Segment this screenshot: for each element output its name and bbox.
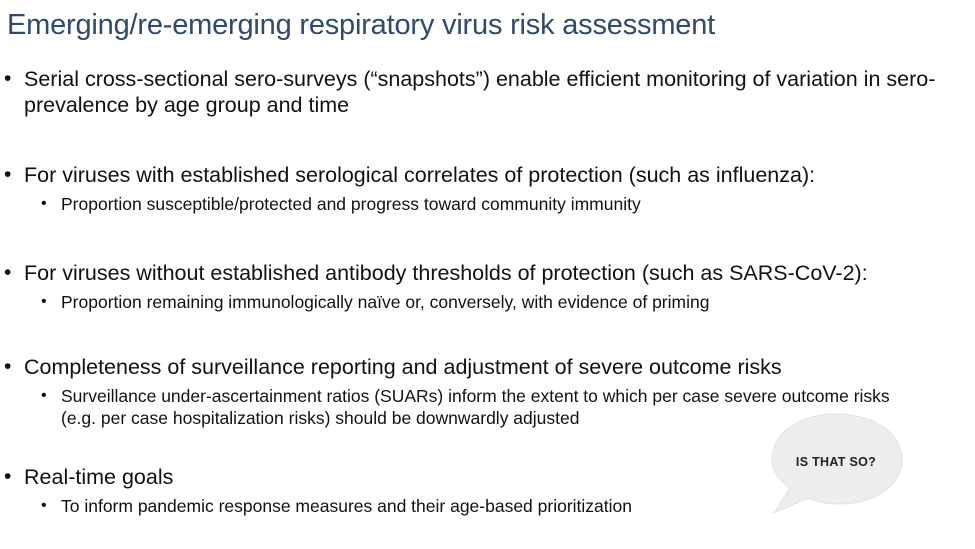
sub-bullet-3-1-text: Proportion remaining immunologically naïve or, conversely, with evidence of priming [61, 292, 710, 312]
sub-bullet-2-1-text: Proportion susceptible/protected and progress toward community immunity [61, 194, 641, 214]
bullet-point-4-text: Completeness of surveillance reporting and adjustment of severe outcome risks [24, 355, 782, 379]
bullet-dot-icon: • [4, 465, 12, 488]
sub-bullet-4-1-text: Surveillance under-ascertainment ratios (SUARs) inform the extent to which per case severe outcome risks (e.g. per case hospitalization risks) should be downwardly adjusted [61, 386, 890, 428]
sub-bullet-dot-icon: • [41, 387, 47, 404]
bullet-point-2-text: For viruses with established serological correlates of protection (such as influenza): [24, 163, 816, 187]
bullet-point-1 [4, 66, 974, 118]
slide-title: Emerging/re-emerging respiratory virus risk assessment [7, 9, 715, 41]
sub-bullet-dot-icon: • [41, 293, 47, 310]
speech-bubble [770, 412, 910, 518]
bullet-dot-icon: • [4, 67, 12, 90]
bullet-point-3-text: For viruses without established antibody thresholds of protection (such as SARS-CoV-2): [24, 261, 868, 285]
bullet-point-4 [4, 354, 974, 380]
bullet-point-2 [4, 162, 974, 188]
bullet-point-3 [4, 260, 974, 286]
sub-bullet-2-1 [41, 193, 941, 215]
sub-bullet-3-1 [41, 291, 941, 313]
sub-bullet-5-1-text: To inform pandemic response measures and their age-based prioritization [61, 496, 632, 516]
sub-bullet-dot-icon: • [41, 195, 47, 212]
bullet-dot-icon: • [4, 261, 12, 284]
bullet-point-5-text: Real-time goals [24, 465, 174, 489]
bullet-dot-icon: • [4, 355, 12, 378]
speech-bubble-text: IS THAT SO? [795, 455, 877, 469]
bullet-point-1-text: Serial cross-sectional sero-surveys (“snapshots”) enable efficient monitoring of variation in sero-prevalence by age group and time [24, 67, 936, 117]
sub-bullet-dot-icon: • [41, 497, 47, 514]
bullet-dot-icon: • [4, 163, 12, 186]
